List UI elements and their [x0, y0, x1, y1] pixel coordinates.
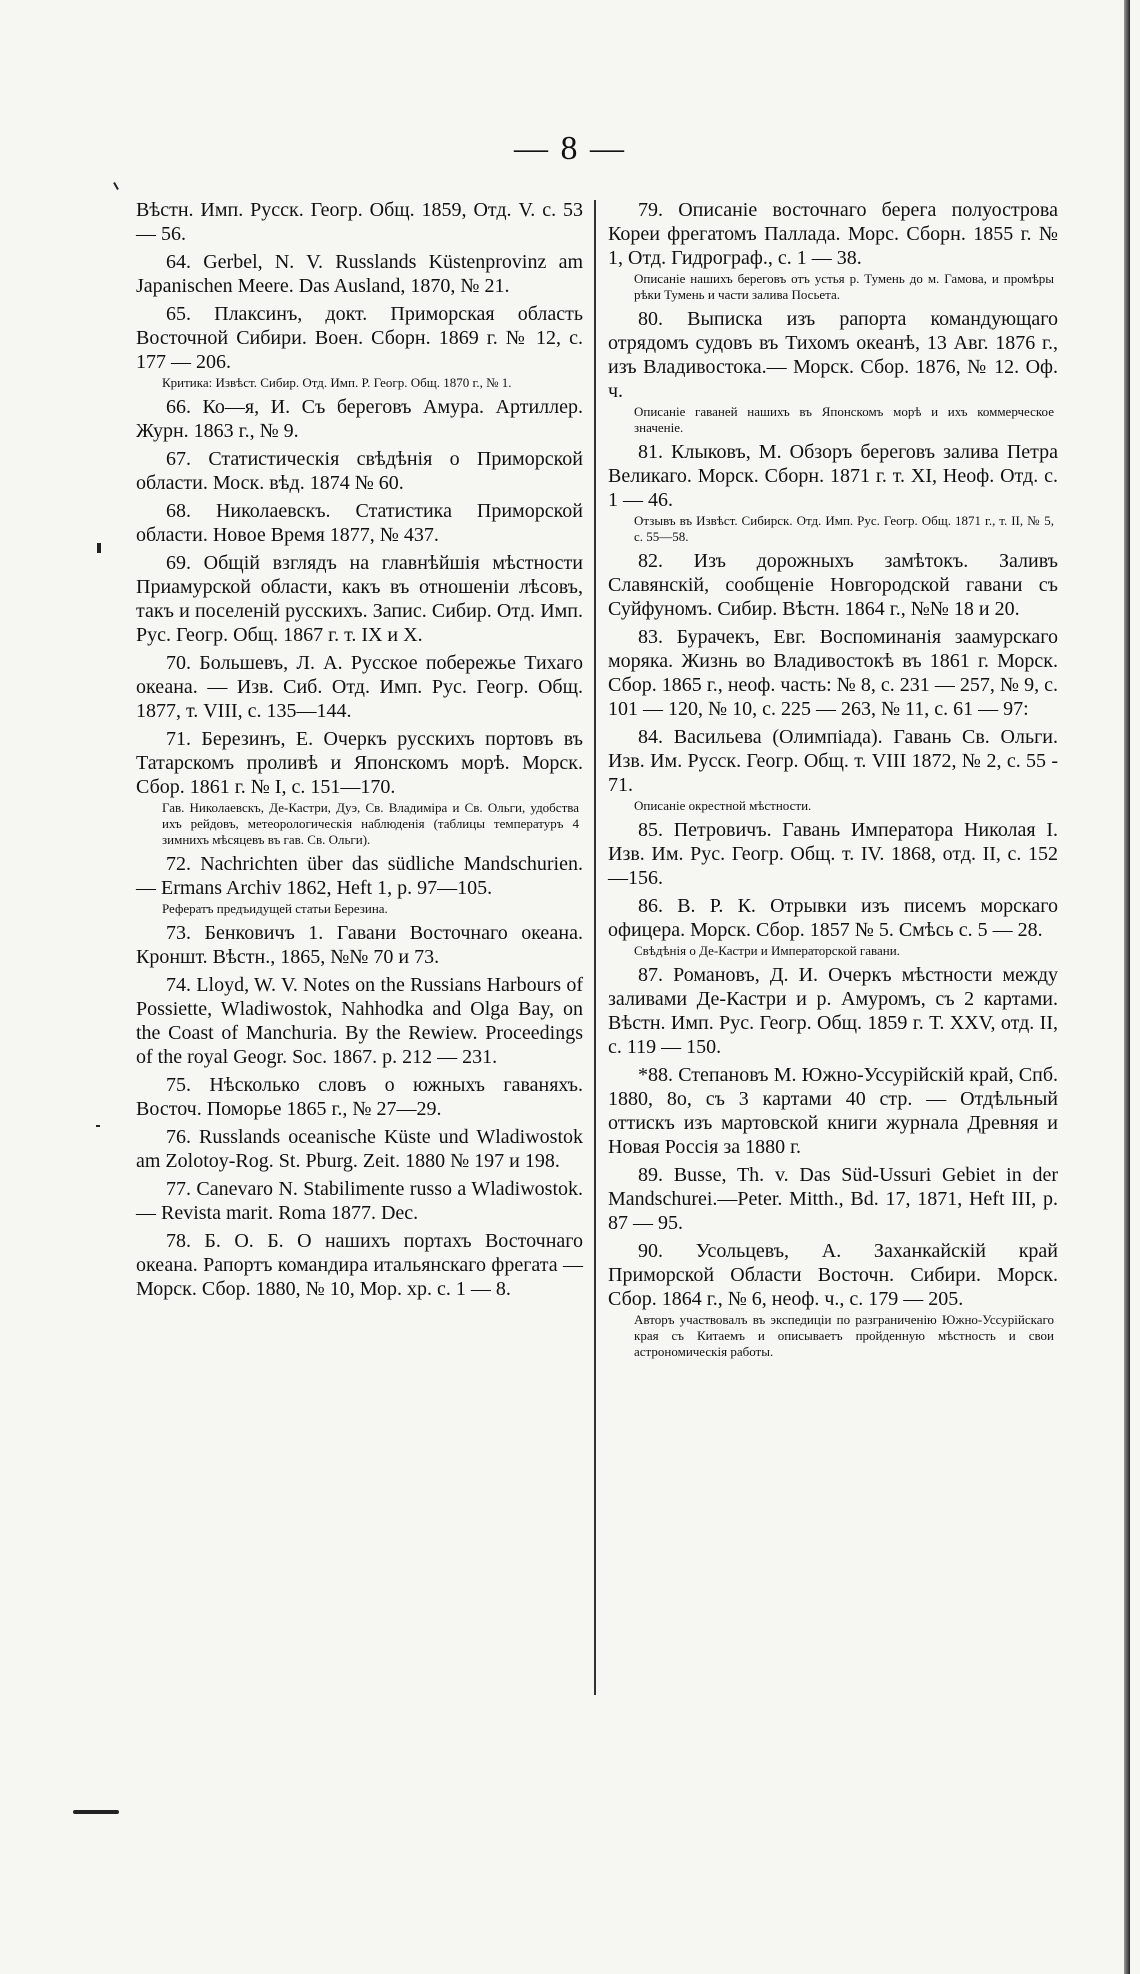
entry-text: 75. Нѣсколько словъ о южныхъ гаваняхъ. Восточ. Поморье 1865 г., № 27—29.: [136, 1074, 583, 1120]
bibliography-entry: [136, 1125, 583, 1173]
entry-text: 64. Gerbel, N. V. Russlands Küstenprovinz am Japanischen Meere. Das Ausland, 1870, № 21.: [136, 251, 583, 297]
entry-text: *88. Степановъ М. Южно-Уссурійскій край, Спб. 1880, 8о, съ 3 картами 40 стр. — Отдѣльный оттискъ изъ мартовской книги журнала Древняя и Новая Россія за 1880 г.: [608, 1064, 1058, 1158]
entry-text: 68. Николаевскъ. Статистика Приморской области. Новое Время 1877, № 437.: [136, 500, 583, 546]
scan-mark: [97, 543, 101, 553]
bibliography-entry: [136, 921, 583, 969]
entry-text: 86. В. Р. К. Отрывки изъ писемъ морскаго офицера. Морск. Сбор. 1857 № 5. Смѣсь с. 5 — 28.: [608, 895, 1058, 941]
left-column: [136, 198, 583, 1305]
entry-text: 82. Изъ дорожныхъ замѣтокъ. Заливъ Славянскій, сообщеніе Новгородской гавани съ Суйфуномъ. Сибир. Вѣстн. 1864 г., №№ 18 и 20.: [608, 550, 1058, 620]
entry-text: 83. Бурачекъ, Евг. Воспоминанія заамурскаго моряка. Жизнь во Владивостокѣ въ 1861 г. Морск. Сбор. 1865 г., неоф. часть: № 8, с. 231 — 257, № 9, с. 101 — 120, № 10, с. 225 — 263, № 11, с. 61 — 97:: [608, 626, 1058, 720]
bibliography-entry: [608, 818, 1058, 890]
scan-mark: [73, 1810, 119, 1814]
bibliography-entry: [608, 625, 1058, 721]
bibliography-entry: [136, 1177, 583, 1225]
entry-text: 78. Б. О. Б. О нашихъ портахъ Восточнаго океана. Рапортъ командира итальянскаго фрегата — Морск. Сбор. 1880, № 10, Мор. хр. с. 1 — 8.: [136, 1230, 583, 1300]
entry-text: Вѣстн. Имп. Русск. Геогр. Общ. 1859, Отд. V. с. 53 — 56.: [136, 199, 583, 245]
entry-text: 80. Выписка изъ рапорта командующаго отрядомъ судовъ въ Тихомъ океанѣ, 13 Авг. 1876 г., изъ Владивостока.— Морск. Сбор. 1876, № 12. Оф. ч.: [608, 308, 1058, 402]
bibliography-entry: [608, 1239, 1058, 1360]
entry-text: 90. Усольцевъ, А. Заханкайскій край Приморской Области Восточн. Сибири. Морск. Сбор. 1864 г., № 6, неоф. ч., с. 179 — 205.: [608, 1240, 1058, 1310]
entry-text: 74. Lloyd, W. V. Notes on the Russians Harbours of Possiette, Wladiwostok, Nahhodka and Olga Bay, on the Coast of Manchuria. By the Rewiew. Proceedings of the royal Geogr. Soc. 1867. p. 212 — 231.: [136, 974, 583, 1068]
entry-text: 89. Busse, Th. v. Das Süd-Ussuri Gebiet in der Mandschurei.—Peter. Mitth., Bd. 17, 1871, Heft III, p. 87 — 95.: [608, 1164, 1058, 1234]
bibliography-entry: [608, 725, 1058, 814]
page-edge-shadow: [1124, 0, 1130, 1974]
bibliography-entry: [608, 198, 1058, 303]
entry-text: 67. Статистическія свѣдѣнія о Приморской области. Моск. вѣд. 1874 № 60.: [136, 448, 583, 494]
bibliography-entry: [608, 894, 1058, 959]
entry-text: 81. Клыковъ, М. Обзоръ береговъ залива Петра Великаго. Морск. Сборн. 1871 г. т. XI, Неоф. Отд. с. 1 — 46.: [608, 441, 1058, 511]
bibliography-entry: [136, 395, 583, 443]
entry-text: 66. Ко—я, И. Съ береговъ Амура. Артиллер. Журн. 1863 г., № 9.: [136, 396, 583, 442]
entry-note: Рефератъ предъидущей статьи Березина.: [162, 901, 388, 916]
entry-note: Отзывъ въ Извѣст. Сибирск. Отд. Имп. Рус. Геогр. Общ. 1871 г., т. II, № 5, с. 55—58.: [634, 513, 1054, 544]
right-column: [608, 198, 1058, 1364]
entry-text: 79. Описаніе восточнаго берега полуострова Кореи фрегатомъ Паллада. Морс. Сборн. 1855 г. № 1, Отд. Гидрограф., с. 1 — 38.: [608, 199, 1058, 269]
entry-text: 70. Большевъ, Л. А. Русское побережье Тихаго океана. — Изв. Сиб. Отд. Имп. Рус. Геогр. Общ. 1877, т. VIII, с. 135—144.: [136, 652, 583, 722]
entry-note: Критика: Извѣст. Сибир. Отд. Имп. Р. Геогр. Общ. 1870 г., № 1.: [162, 375, 512, 390]
entry-note: Свѣдѣнія о Де-Кастри и Императорской гавани.: [634, 943, 900, 958]
entry-note: Описаніе нашихъ береговъ отъ устья р. Тумень до м. Гамова, и промѣры рѣки Тумень и части залива Посьета.: [634, 271, 1054, 302]
bibliography-entry: [136, 973, 583, 1069]
bibliography-entry: [608, 440, 1058, 545]
entry-text: 77. Canevaro N. Stabilimente russo a Wladiwostok. — Revista marit. Roma 1877. Dec.: [136, 1178, 583, 1224]
entry-note: Описаніе гаваней нашихъ въ Японскомъ морѣ и ихъ коммерческое значеніе.: [634, 404, 1054, 435]
bibliography-entry: [608, 1063, 1058, 1159]
bibliography-entry: [136, 651, 583, 723]
entry-text: 65. Плаксинъ, докт. Приморская область Восточной Сибири. Воен. Сборн. 1869 г. № 12, с. 177 — 206.: [136, 303, 583, 373]
entry-text: 76. Russlands oceanische Küste und Wladiwostok am Zolotoy-Rog. St. Pburg. Zeit. 1880 № 197 и 198.: [136, 1126, 583, 1172]
bibliography-entry: [136, 852, 583, 917]
bibliography-entry: [136, 302, 583, 391]
entry-note: Авторъ участвовалъ въ экспедиціи по разграниченію Южно-Уссурійскаго края съ Китаемъ и описываетъ пройденную мѣстность и свои астрономическія работы.: [634, 1312, 1054, 1359]
bibliography-entry: [136, 727, 583, 848]
page-number: — 8 —: [514, 130, 626, 167]
entry-text: 85. Петровичъ. Гавань Императора Николая I. Изв. Им. Рус. Геогр. Общ. т. IV. 1868, отд. II, с. 152—156.: [608, 819, 1058, 889]
entry-note: Гав. Николаевскъ, Де-Кастри, Дуэ, Св. Владиміра и Св. Ольги, удобства ихъ рейдовъ, метеорологическія наблюденія (таблицы температуръ 4 зимнихъ мѣсяцевъ въ гав. Св. Ольги).: [162, 800, 579, 847]
bibliography-entry: [136, 1073, 583, 1121]
entry-note: Описаніе окрестной мѣстности.: [634, 798, 812, 813]
bibliography-entry: [136, 447, 583, 495]
bibliography-entry: [136, 1229, 583, 1301]
entry-text: 71. Березинъ, Е. Очеркъ русскихъ портовъ въ Татарскомъ проливѣ и Японскомъ морѣ. Морск. Сбор. 1861 г. № I, с. 151—170.: [136, 728, 583, 798]
scan-mark: [113, 182, 119, 190]
entry-text: 69. Общій взглядъ на главнѣйшія мѣстности Приамурской области, какъ въ отношеніи лѣсовъ, такъ и поселеній русскихъ. Запис. Сибир. Отд. Имп. Рус. Геогр. Общ. 1867 г. т. IX и X.: [136, 552, 583, 646]
bibliography-entry: [608, 1163, 1058, 1235]
column-divider: [594, 200, 596, 1695]
bibliography-entry: [136, 198, 583, 246]
bibliography-entry: [136, 499, 583, 547]
bibliography-entry: [136, 250, 583, 298]
scan-mark: [96, 1125, 100, 1127]
entry-text: 84. Васильева (Олимпіада). Гавань Св. Ольги. Изв. Им. Русск. Геогр. Общ. т. VIII 1872, № 2, с. 55 - 71.: [608, 726, 1058, 796]
bibliography-entry: [136, 551, 583, 647]
entry-text: 73. Бенковичъ 1. Гавани Восточнаго океана. Кроншт. Вѣстн., 1865, №№ 70 и 73.: [136, 922, 583, 968]
bibliography-entry: [608, 963, 1058, 1059]
entry-text: 87. Романовъ, Д. И. Очеркъ мѣстности между заливами Де-Кастри и р. Амуромъ, съ 2 картами. Вѣстн. Имп. Рус. Геогр. Общ. 1859 г. Т. XXV, отд. II, с. 119 — 150.: [608, 964, 1058, 1058]
bibliography-entry: [608, 307, 1058, 436]
bibliography-entry: [608, 549, 1058, 621]
entry-text: 72. Nachrichten über das südliche Mandschurien. — Ermans Archiv 1862, Heft 1, p. 97—105.: [136, 853, 583, 899]
